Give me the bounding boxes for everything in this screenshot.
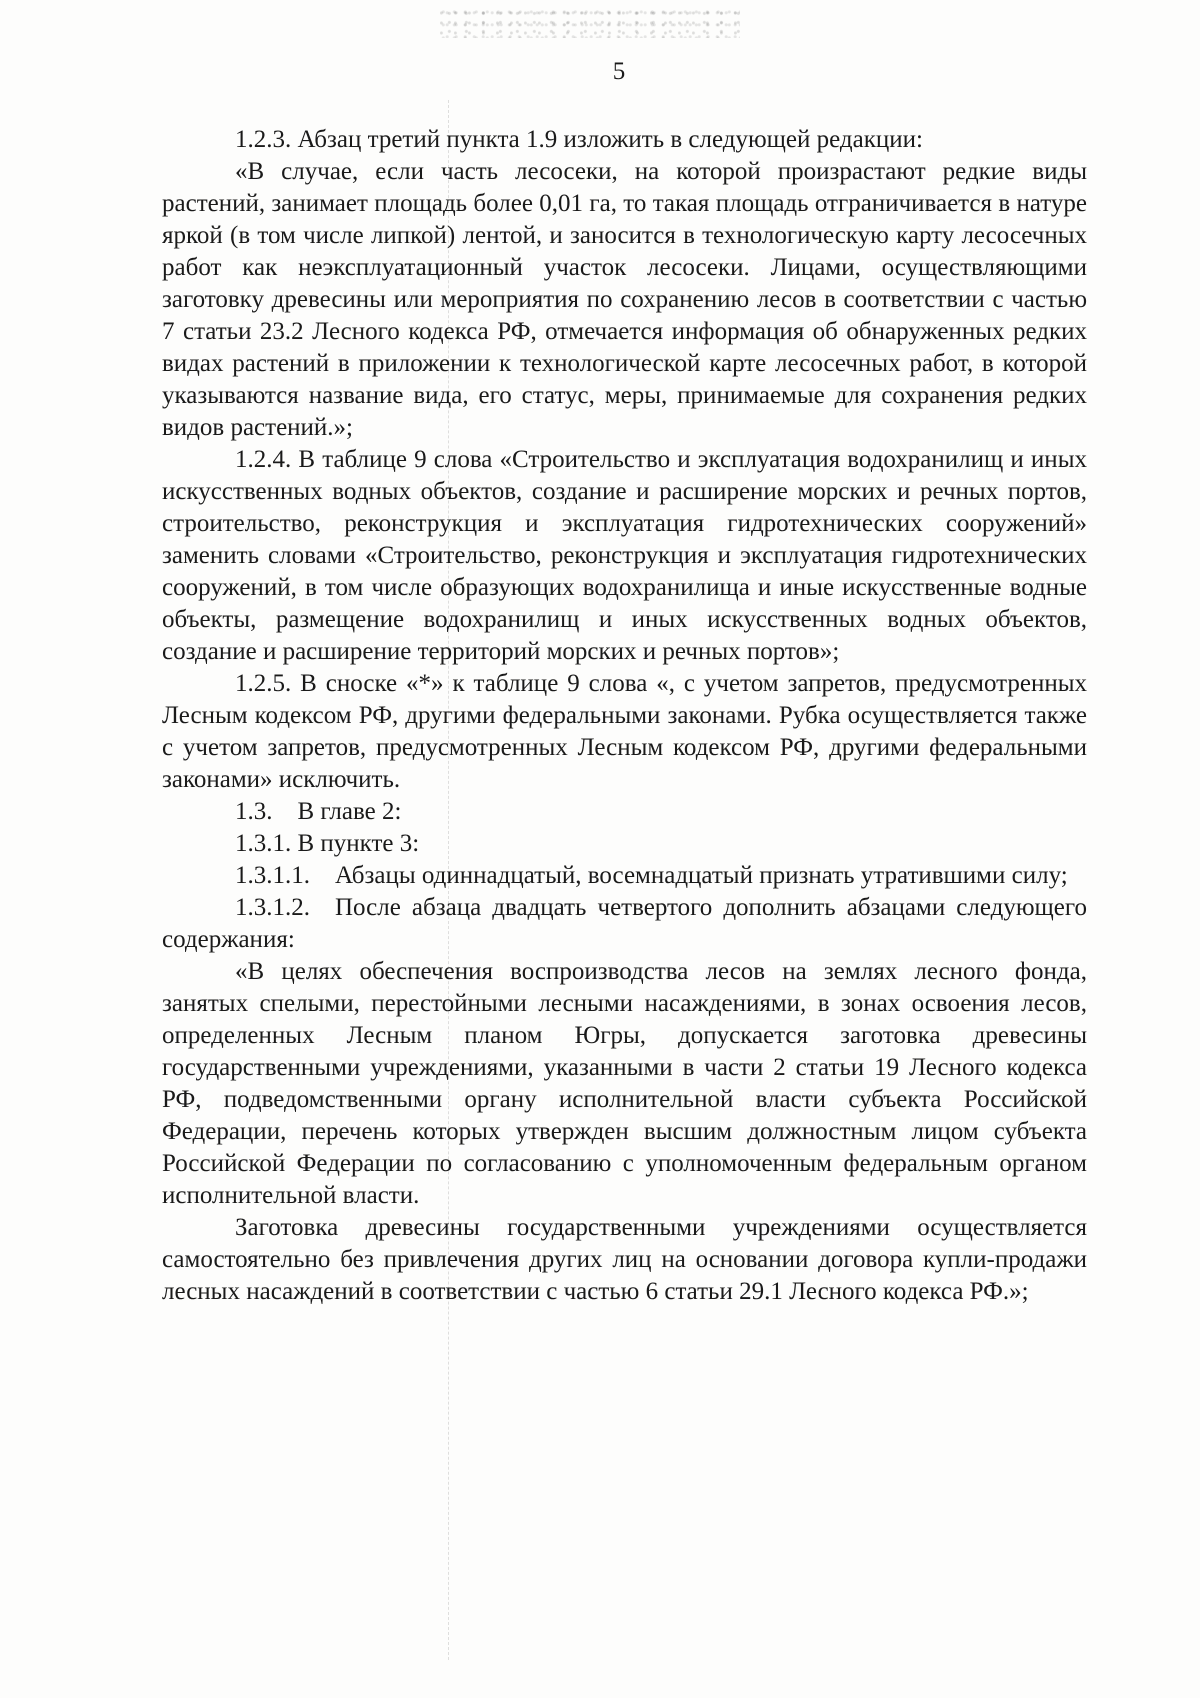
paragraph-1-2-5: 1.2.5. В сноске «*» к таблице 9 слова «, с учетом запретов, предусмотренных Лесным кодексом РФ, другими федеральными законами. Рубка осуществляется также с учетом запретов, предусмотренных Лесным кодексом РФ, другими федеральными законами» исключить. <box>162 670 1087 793</box>
page-number: 5 <box>612 58 626 85</box>
paragraph-1-3-1: 1.3.1. В пункте 3: <box>235 830 420 857</box>
paragraph-quote-reforestation: «В целях обеспечения воспроизводства лесов на землях лесного фонда, занятых спелыми, перестойными лесными насаждениями, в зонах освоения лесов, определенных Лесным планом Югры, допускается заготовка древесины государственными учреждениями, указанными в части 2 статьи 19 Лесного кодекса РФ, подведомственными органу исполнительной власти субъекта Российской Федерации, перечень которых утвержден высшим должностным лицом субъекта Российской Федерации по согласованию с уполномоченным федеральным органом исполнительной власти. <box>162 958 1087 1209</box>
document-body <box>162 124 1087 1308</box>
paragraph-1-2-3-quote: «В случае, если часть лесосеки, на которой произрастают редкие виды растений, занимает площадь более 0,01 га, то такая площадь отграничивается в натуре яркой (в том числе липкой) лентой, и заносится в технологическую карту лесосечных работ как неэксплуатационный участок лесосеки. Лицами, осуществляющими заготовку древесины или мероприятия по сохранению лесов в соответствии с частью 7 статьи 23.2 Лесного кодекса РФ, отмечается информация об обнаруженных редких видах растений в приложении к технологической карте лесосечных работ, в которой указываются название вида, его статус, меры, принимаемые для сохранения редких видов растений.»; <box>162 158 1087 441</box>
paragraph-1-3-1-2: 1.3.1.2. После абзаца двадцать четвертого дополнить абзацами следующего содержания: <box>162 894 1087 953</box>
scan-artifact <box>440 8 740 38</box>
paragraph-timber-harvesting: Заготовка древесины государственными учреждениями осуществляется самостоятельно без привлечения других лиц на основании договора купли-продажи лесных насаждений в соответствии с частью 6 статьи 29.1 Лесного кодекса РФ.»; <box>162 1214 1087 1305</box>
paragraph-1-3: 1.3. В главе 2: <box>235 798 402 825</box>
paragraph-1-2-4: 1.2.4. В таблице 9 слова «Строительство и эксплуатация водохранилищ и иных искусственных водных объектов, создание и расширение морских и речных портов, строительство, реконструкция и эксплуатация гидротехнических сооружений» заменить словами «Строительство, реконструкция и эксплуатация гидротехнических сооружений, в том числе образующих водохранилища и иные искусственные водные объекты, размещение водохранилищ и иных искусственных водных объектов, создание и расширение территорий морских и речных портов»; <box>162 446 1087 665</box>
paragraph-1-2-3: 1.2.3. Абзац третий пункта 1.9 изложить в следующей редакции: <box>235 126 923 153</box>
paragraph-1-3-1-1: 1.3.1.1. Абзацы одиннадцатый, восемнадцатый признать утратившими силу; <box>235 862 1068 889</box>
